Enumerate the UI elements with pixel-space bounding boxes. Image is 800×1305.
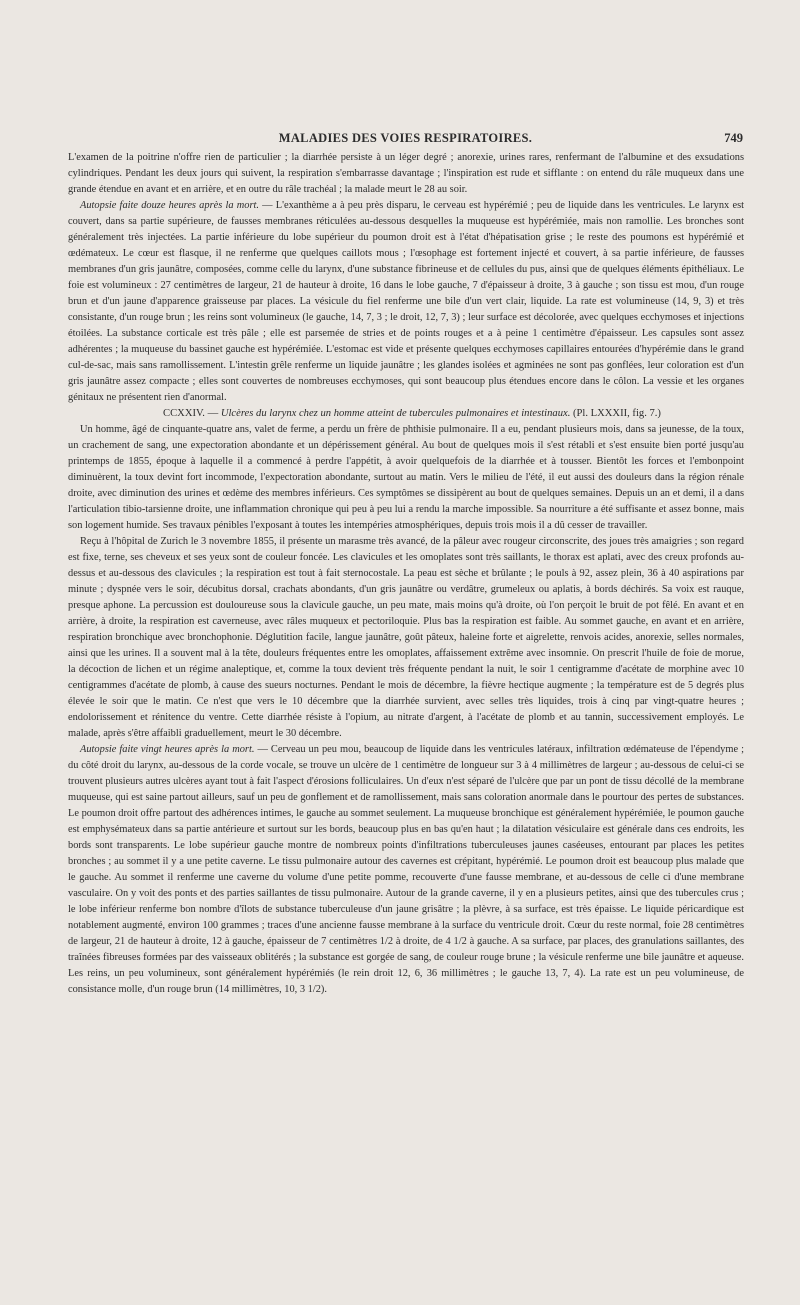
paragraph-continuation: L'examen de la poitrine n'offre rien de particulier ; la diarrhée persiste à un léger degré ; anorexie, urines rares, renfermant de l'albumine et des exsudations cylindriques. Pendant les deux jours qui suivent, la respiration s'embarrasse davantage ; l'inspiration est rude et sifflante : on entend du râle muqueux dans une grande étendue en avant et en arrière, et en outre du râle trachéal ; la malade meurt le 28 au soir. (68, 152, 744, 195)
autopsy-text-1: — L'exanthème a à peu près disparu, le cerveau est hypérémié ; peu de liquide dans les ventricules. Le larynx est couvert, dans sa partie supérieure, de fausses membranes réticulées au-dessous desquelles la muqueuse est hypérémiée, mais non ramollie. Les bronches sont généralement très injectées. La partie inférieure du lobe supérieur du poumon droit est à l'état d'hépatisation grise ; le reste des poumons est hypérémié et œdémateux. Le cœur est flasque, il ne renferme que quelques caillots mous ; l'œsophage est fortement injecté et couvert, à sa partie inférieure, de fausses membranes d'un gris jaunâtre, composées, comme celle du larynx, d'une substance fibrineuse et de cellules du pus, ainsi que de quelques éléments épithéliaux. Le foie est volumineux : 27 centimètres de largeur, 21 de hauteur à droite, 16 dans le lobe gauche, 7 d'épaisseur à droite, 3 à gauche ; son tissu est mou, d'un rouge brun et d'un jaune d'apparence graisseuse par places. La vésicule du fiel renferme une bile d'un vert clair, liquide. La rate est volumineuse (14, 9, 3) et très consistante, d'un rouge brun ; les reins sont volumineux (le gauche, 14, 7, 3 ; le droit, 12, 7, 3) ; leur surface est décolorée, avec quelques ecchymoses et injections étoilées. La substance corticale est très pâle ; elle est parsemée de stries et de points rouges et a à peine 1 centimètre d'épaisseur. Les capsules sont assez adhérentes ; la muqueuse du bassinet gauche est hypérémiée. L'estomac est vide et présente quelques ecchymoses capillaires entourées d'hypérémie dans le grand cul-de-sac, mais sans ramollissement. L'intestin grêle renferme un liquide jaunâtre ; les glandes isolées et agminées ne sont pas gonflées, leur coloration est d'un gris jaunâtre assez compacte ; elles sont couvertes de nombreuses ecchymoses, qui sont beaucoup plus étendues encore dans le côlon. La vessie et les organes génitaux ne présentent rien d'anormal. (68, 200, 744, 403)
text-column (68, 150, 744, 998)
autopsy-label-1: Autopsie faite douze heures après la mort. (80, 200, 259, 211)
case-number: CCXXIV. — (163, 408, 221, 419)
page-header (68, 131, 743, 147)
paragraph-hospital: Reçu à l'hôpital de Zurich le 3 novembre 1855, il présente un marasme très avancé, de la pâleur avec rougeur circonscrite, des joues très amaigries ; son regard est fixe, terne, ses cheveux et ses yeux sont de couleur foncée. Les clavicules et les omoplates sont très saillants, le thorax est aplati, avec des creux profonds au-dessus et au-dessous des clavicules ; la respiration est tout à fait sternocostale. La peau est sèche et brûlante ; le pouls à 92, assez plein, 36 à 40 aspirations par minute ; dyspnée vers le soir, décubitus dorsal, crachats abondants, d'un gris jaunâtre ou verdâtre, grumeleux ou aplatis, à bords déchirés. Sa voix est rauque, presque aphone. La percussion est douloureuse sous la clavicule gauche, un peu mate, mais moins qu'à droite, où l'on perçoit le bruit de pot fêlé. En avant et en arrière, à droite, la respiration est caverneuse, avec râles muqueux et pectoriloquie. Plus bas la respiration est faible. Au sommet gauche, en avant et en arrière, respiration bronchique avec bronchophonie. Déglutition facile, langue jaunâtre, goût pâteux, haleine forte et aigrelette, renvois acides, anorexie, selles normales, ainsi que les urines. Il a souvent mal à la tête, douleurs fréquentes entre les omoplates, affaissement extrême avec insomnie. On prescrit l'huile de foie de morue, la décoction de lichen et un régime analeptique, et, comme la toux devient très fréquente pendant la nuit, le soir 1 centigramme d'acétate de morphine avec 10 centigrammes d'acétate de plomb, à cause des sueurs nocturnes. Pendant le mois de décembre, la fièvre hectique augmente ; la température est de 5 degrés plus élevée le soir que le matin. Ce n'est que vers le 10 décembre que la diarrhée survient, avec selles très liquides, trois à cinq par vingt-quatre heures ; endolorissement et rénitence du ventre. Cette diarrhée résiste à l'opium, au nitrate d'argent, à l'acétate de plomb et au tannin, successivement employés. Le malade, après s'être affaibli graduellement, meurt le 30 décembre. (68, 536, 744, 739)
paragraph-history: Un homme, âgé de cinquante-quatre ans, valet de ferme, a perdu un frère de phthisie pulmonaire. Il a eu, pendant plusieurs mois, dans sa jeunesse, de la toux, un crachement de sang, une expectoration abondante et un dépérissement général. Au bout de quelques mois il s'est rétabli et s'est ensuite bien porté jusqu'au printemps de 1855, époque à laquelle il a commencé à perdre l'appétit, à avoir quelquefois de la diarrhée et à tousser. Bientôt les forces et l'embonpoint diminuèrent, la toux devint fort incommode, l'expectoration abondante, surtout au matin. Vers le milieu de l'été, il eut aussi des douleurs dans la région rénale droite, avec diminution des urines et œdème des membres inférieurs. Ces symptômes se dissipèrent au bout de quelques semaines. Depuis un an et demi, il a dans l'articulation tibio-tarsienne droite, une inflammation chronique qui peu à peu lui a rendu la marche impossible. Sa nourriture a été suffisante et assez bonne, mais son logement humide. Ses travaux pénibles l'exposant à toutes les intempéries atmosphériques, depuis trois mois il a dû cesser de travailler. (68, 424, 744, 531)
case-heading (68, 406, 744, 422)
autopsy-label-2: Autopsie faite vingt heures après la mort. (80, 744, 255, 755)
autopsy-text-2: — Cerveau un peu mou, beaucoup de liquide dans les ventricules latéraux, infiltration œdémateuse de l'épendyme ; du côté droit du larynx, au-dessous de la corde vocale, se trouve un ulcère de 1 centimètre de longueur sur 3 à 4 millimètres de largeur ; au-dessous de celui-ci se trouvent plusieurs autres ulcères ayant tout à fait l'aspect d'érosions folliculaires. Un d'eux n'est séparé de l'ulcère que par un pont de tissu décollé de la membrane muqueuse, qui est saine partout ailleurs, sauf un peu de gonflement et de ramollissement, mais sans coloration anormale dans le pourtour des pertes de substances. Le poumon droit offre partout des adhérences intimes, le gauche au sommet seulement. La muqueuse bronchique est généralement hypérémiée, le poumon gauche est emphysémateux dans sa partie antérieure et surtout sur les bords, beaucoup plus en bas qu'en haut ; la dilatation vésiculaire est générale dans ces endroits, les bords sont transparents. Le lobe supérieur gauche montre de nombreux points d'infiltrations tuberculeuses jaunes caséeuses, entourant par places les petites bronches ; au sommet il y a une petite caverne. Le tissu pulmonaire autour des cavernes est crépitant, hypérémié. Le poumon droit est beaucoup plus malade que le gauche. Au sommet il renferme une caverne du volume d'une petite pomme, recouverte d'une fausse membrane, et au-dessous de celle ci d'une membrane vasculaire. On y voit des ponts et des parties saillantes de tissu pulmonaire. Autour de la grande caverne, il y en a plusieurs petites, ainsi que des tubercules crus ; le lobe inférieur renferme bon nombre d'îlots de substance tuberculeuse d'un jaune grisâtre ; la plèvre, à sa surface, est très épaisse. Le liquide péricardique est notablement augmenté, environ 100 grammes ; traces d'une ancienne fausse membrane à la surface du ventricule droit. Cœur du reste normal, foie 28 centimètres de largeur, 21 de hauteur à droite, 12 à gauche, épaisseur de 7 centimètres 1/2 à droite, de 4 1/2 à gauche. A sa surface, par places, des granulations saillantes, des traînées fibreuses formées par des vaisseaux oblitérés ; la substance est gorgée de sang, de couleur rouge brune ; la vésicule renferme une bile jaunâtre et aqueuse. Les reins, un peu volumineux, sont généralement hypérémiés (le rein droit 12, 6, 36 millimètres ; le gauche 13, 7, 4). La rate est un peu volumineuse, de consistance molle, d'un rouge brun (14 millimètres, 10, 3 1/2). (68, 744, 744, 995)
paragraph-autopsy-2 (68, 742, 744, 998)
page-number: 749 (724, 131, 743, 145)
case-plate-ref: (Pl. LXXXII, fig. 7.) (570, 408, 661, 419)
case-title: Ulcères du larynx chez un homme atteint de tubercules pulmonaires et intestinaux. (220, 408, 571, 419)
paragraph-autopsy-1 (68, 198, 744, 406)
running-head: MALADIES DES VOIES RESPIRATOIRES. (278, 131, 533, 145)
